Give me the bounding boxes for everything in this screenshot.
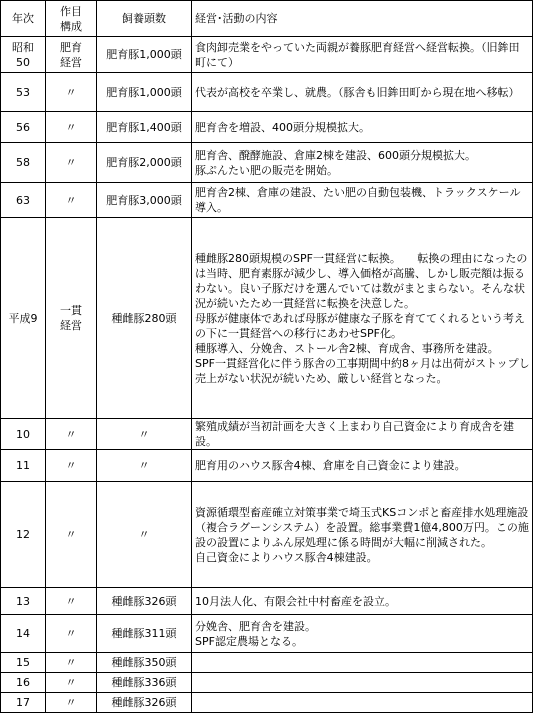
year-cell: 17 [1,693,46,713]
content-cell: 肥育舎、醗酵施設、倉庫2棟を建設、600頭分規模拡大。 豚ぷんたい肥の販売を開始。 [192,143,533,183]
crop-cell: 肥育 経営 [46,37,97,73]
header-row [1,1,533,37]
scale-cell: 種雌豚350頭 [97,653,192,673]
year-cell: 14 [1,615,46,653]
content-cell [192,693,533,713]
scale-cell: 種雌豚326頭 [97,693,192,713]
content-cell: 分娩舎、肥育舎を建設。 SPF認定農場となる。 [192,615,533,653]
year-cell: 15 [1,653,46,673]
content-cell: 10月法人化、有限会社中村畜産を設立。 [192,588,533,615]
crop-cell: 〃 [46,143,97,183]
header-scale: 飼養頭数 [97,1,192,37]
crop-cell: 〃 [46,73,97,112]
table-row [1,673,533,693]
scale-cell: 種雌豚280頭 [97,218,192,419]
scale-cell: 〃 [97,482,192,588]
year-cell: 10 [1,419,46,450]
scale-cell: 肥育豚1,000頭 [97,73,192,112]
year-cell: 58 [1,143,46,183]
header-content: 経営･活動の内容 [192,1,533,37]
table-row [1,218,533,419]
table-row [1,112,533,143]
year-cell: 13 [1,588,46,615]
year-cell: 平成9 [1,218,46,419]
content-cell: 肥育舎を増設、400頭分規模拡大。 [192,112,533,143]
table-row [1,419,533,450]
content-cell: 種雌豚280頭規模のSPF一貫経営に転換。 転換の理由になったのは当時、肥育素豚が減少し、導入価格が高騰、しかし販売額は振るわない。良い子豚だけを選んでいては数がまとまらない。そんな状況が続いたため一貫経営に転換を決意した。 母豚が健康体であれば母豚が健康な子豚を育ててくれるという考えの下に一貫経営への移行にあわせSPF化。 種豚導入、分娩舎、ストール舎2棟、育成舎、事務所を建設。 SPF一貫経営化に伴う豚舎の工事期間中約8ヶ月は出荷がストップし売上がない状況が続いため、厳しい経営となった。 [192,218,533,419]
table-row [1,183,533,218]
table-row [1,615,533,653]
crop-cell: 〃 [46,183,97,218]
crop-cell: 〃 [46,615,97,653]
year-cell: 56 [1,112,46,143]
crop-cell: 〃 [46,450,97,482]
year-cell: 53 [1,73,46,112]
scale-cell: 肥育豚1,000頭 [97,37,192,73]
content-cell: 肥育舎2棟、倉庫の建設、たい肥の自動包装機、トラックスケール導入。 [192,183,533,218]
year-cell: 11 [1,450,46,482]
header-year: 年次 [1,1,46,37]
year-cell: 16 [1,673,46,693]
scale-cell: 肥育豚2,000頭 [97,143,192,183]
table-row [1,693,533,713]
content-cell: 代表が高校を卒業し、就農。（豚舎も旧鉾田町から現在地へ移転） [192,73,533,112]
table-row [1,73,533,112]
year-cell: 12 [1,482,46,588]
crop-cell: 〃 [46,482,97,588]
table-row [1,653,533,673]
scale-cell: 〃 [97,450,192,482]
content-cell: 資源循環型畜産確立対策事業で埼玉式KSコンポと畜産排水処理施設（複合ラグーンシステム）を設置。総事業費1億4,800万円。この施設の設置によりふん尿処理に係る時間が大幅に削減された。 自己資金によりハウス豚舎4棟建設。 [192,482,533,588]
year-cell: 63 [1,183,46,218]
table-row [1,450,533,482]
content-cell [192,673,533,693]
table-row [1,143,533,183]
scale-cell: 肥育豚1,400頭 [97,112,192,143]
scale-cell: 肥育豚3,000頭 [97,183,192,218]
table-row [1,482,533,588]
crop-cell: 〃 [46,653,97,673]
content-cell: 肥育用のハウス豚舎4棟、倉庫を自己資金により建設。 [192,450,533,482]
content-cell: 食肉卸売業をやっていた両親が養豚肥育経営へ経営転換。（旧鉾田町にて） [192,37,533,73]
content-cell [192,653,533,673]
scale-cell: 種雌豚326頭 [97,588,192,615]
scale-cell: 種雌豚311頭 [97,615,192,653]
crop-cell: 〃 [46,673,97,693]
crop-cell: 〃 [46,588,97,615]
crop-cell: 〃 [46,419,97,450]
crop-cell: 〃 [46,112,97,143]
crop-cell: 一貫 経営 [46,218,97,419]
header-crop: 作目 構成 [46,1,97,37]
scale-cell: 〃 [97,419,192,450]
crop-cell: 〃 [46,693,97,713]
table-row [1,588,533,615]
content-cell: 繁殖成績が当初計画を大きく上まわり自己資金により育成舎を建設。 [192,419,533,450]
table-row [1,37,533,73]
scale-cell: 種雌豚336頭 [97,673,192,693]
year-cell: 昭和 50 [1,37,46,73]
